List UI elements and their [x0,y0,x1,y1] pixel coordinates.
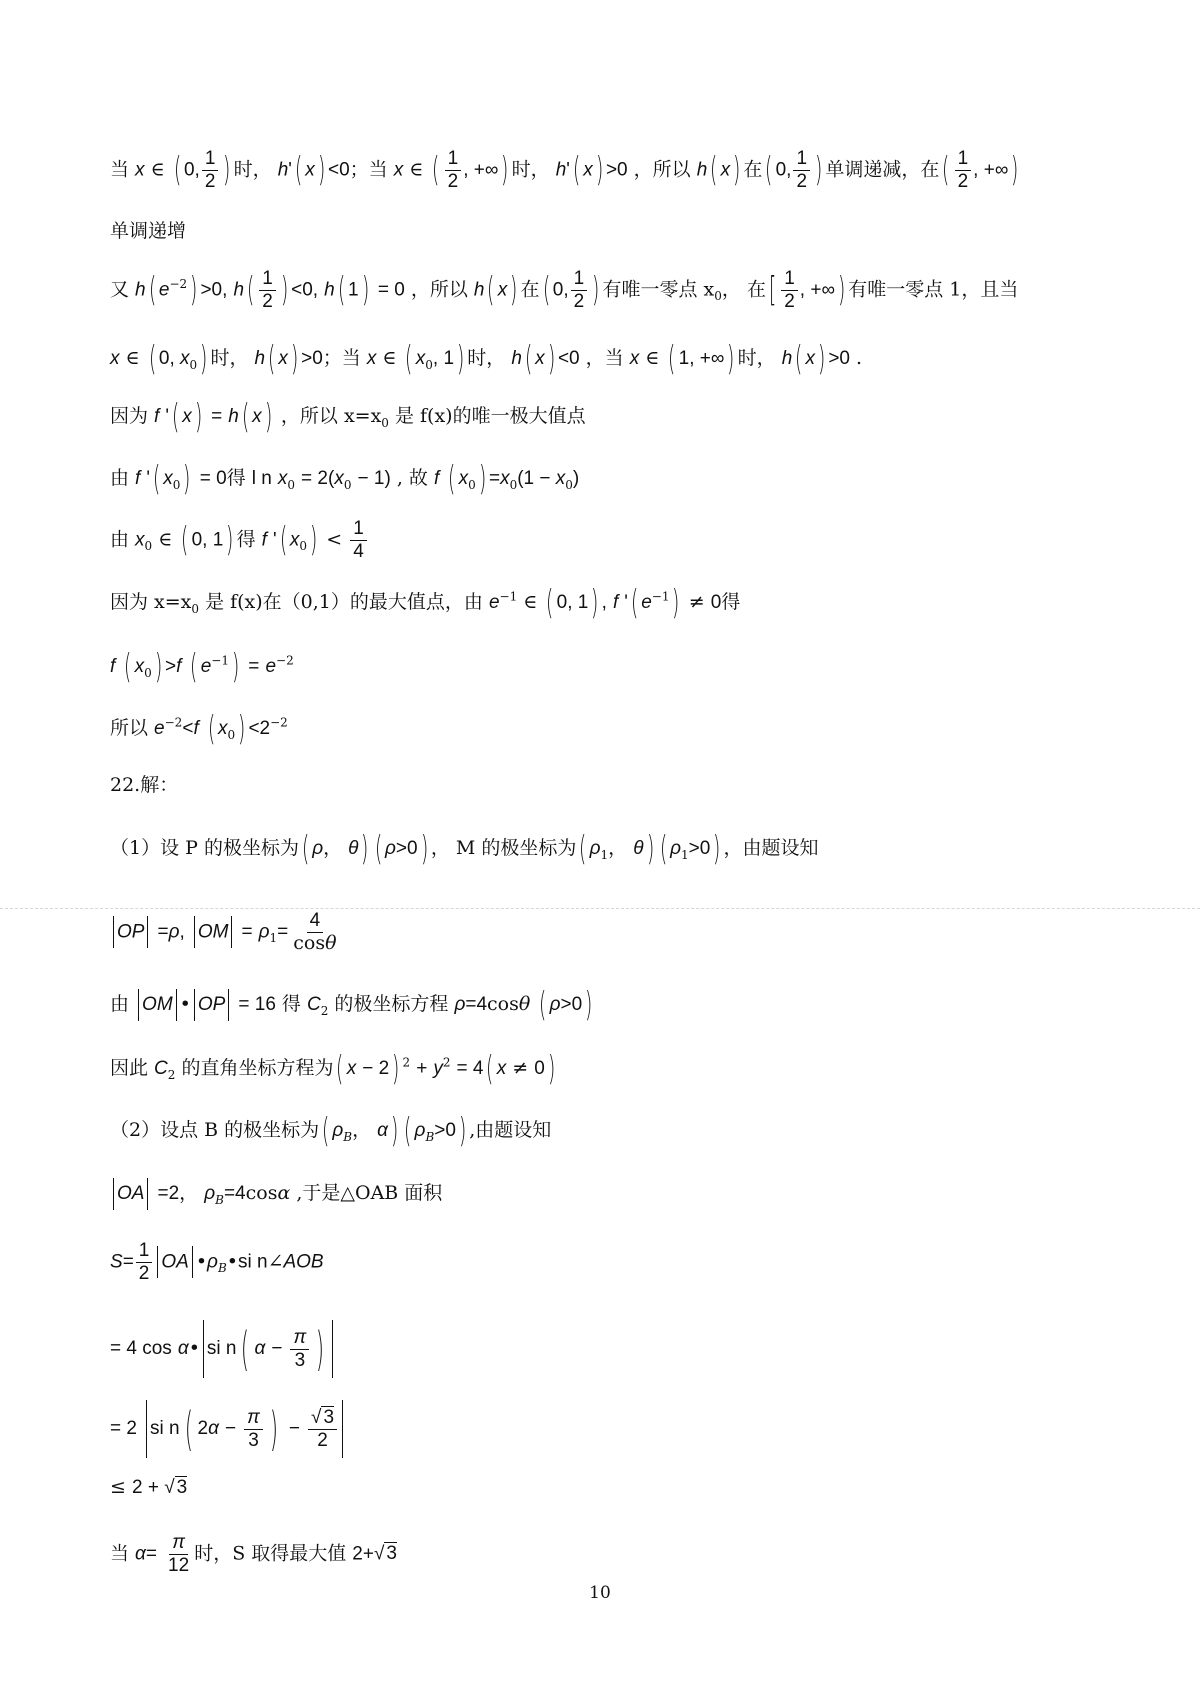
text-line-12: （1）设 P 的极坐标为( ρ， θ) ( ρ>0) ， M 的极坐标为( $\rho_1$， θ) ( $\rho_1>0$) ，由题设知 [110,829,819,869]
text-line-18: S= $\frac{1}{2}$ OA $•\rho_B•si$ n∠AOB [110,1240,324,1284]
page-divider [0,908,1200,909]
text-line-22: 当 α= $\frac{\pi}{12}$ 时，S 取得最大值 2+√ 3 [110,1532,397,1576]
text-line-6: 由 f '( $x_0) = 0$得 l n $x_0 = 2(x_0 - 1)$ , 故 f ( $x_0) =x_0(1 - x_0)$ [110,459,580,499]
text-line-19: = 4 cos α• si n ( α − $\frac{\pi}{3}$ ) [110,1320,336,1378]
text-line-4: x ∈ ( 0, $x_0$) 时， h( x) >0；当 x ∈ ( $x_0$, 1) 时， h( x) <0 ，当 x ∈ ( 1, +∞) 时， h( x) >0 . [110,339,863,379]
text-line-20: = 2 si n ( 2α − $\frac{\pi}{3}$ ) − $\frac{√ 3}{2}$ [110,1400,346,1458]
text-line-15: 因此 $C_2$ 的直角坐标方程为( x − 2) $^2 + y^2 = 4$( x ≠ 0) [110,1049,556,1089]
text-line-5: 因为 f '( x) = h( x) ，所以 $x=x_0$ 是 f(x)的唯一极大值点 [110,397,586,437]
text-line-3: 又 h( $e^{-2}) >0$, h( $\frac{1}{2}$ ) <0, h( 1) = 0 ，所以 h( x) 在( 0, $\frac{1}{2}$ ) 有唯一零点 $x_0$， 在[ $\frac{1}{2}$ , +∞) 有唯一零点 1，且当 [110,268,1019,312]
text-line-8: 因为 $x=x_0$ 是 f(x)在（0,1）的最大值点，由 $e^{-1}$ ∈ ( 0, 1) , f '( $e^{-1}) \ne 0$得 [110,583,741,623]
text-line-9: f ( $x_0) >f$ ( $e^{-1}) = e^{-2}$ [110,647,294,687]
text-line-14: 由 OM • OP = 16 得 $C_2$ 的极坐标方程 ρ=4cosθ ( ρ>0) [110,985,593,1025]
text-line-1: 当 x ∈ ( 0, $\frac{1}{2}$ ) 时， h'( x) <0；当 x ∈ ( $\frac{1}{2}$ , +∞) 时， h'( x) >0 ，所以 h( x) 在( 0, $\frac{1}{2}$ ) 单调递减，在( $\frac{1}{2}$ , +∞) [110,148,1019,192]
page-number: 10 [589,1583,611,1603]
text-line-17: OA =2， $\rho_B=4\cos\alpha$ ,于是△OAB 面积 [110,1178,442,1210]
text-line-10: 所以 $e^{-2}<f$ ( $x_0) <2^{-2}$ [110,709,288,749]
text-line-2: 单调递增 [110,220,187,242]
text-line-16: （2）设点 B 的极坐标为( $\rho_B$， α) ( $\rho_B>0$) ,由题设知 [110,1111,552,1151]
text-line-11: 22.解： [110,774,179,796]
text-line-21: ≤ 2 + √ 3 [110,1476,188,1498]
text-line-13: OP =ρ, OM = $\rho_1=$ $\frac{4}{\cos\theta}$ [110,910,342,955]
text-line-7: 由 $x_0$ ∈ ( 0, 1) 得 f '( $x_0$) < $\frac{1}{4}$ [110,518,369,563]
